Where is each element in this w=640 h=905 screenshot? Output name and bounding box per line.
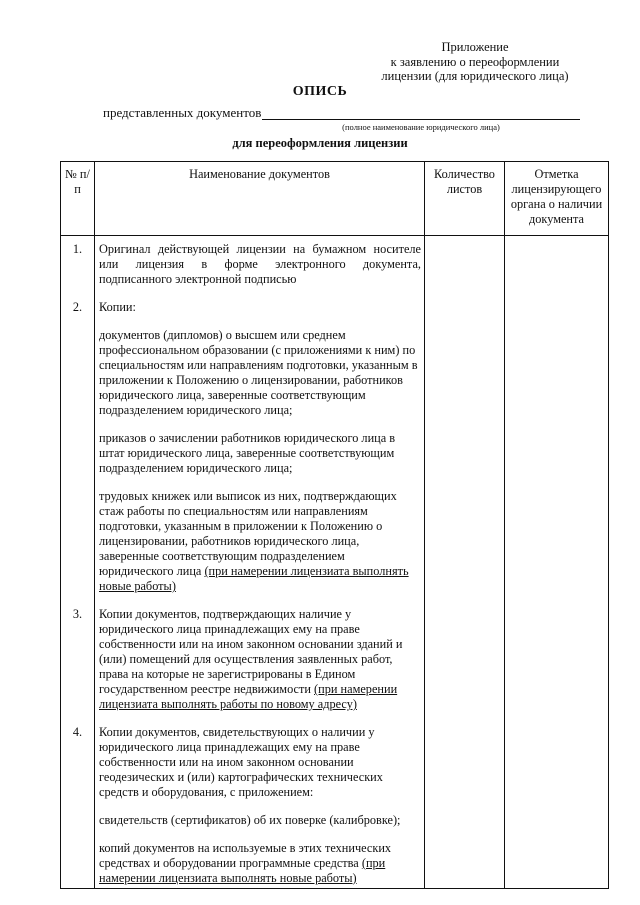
row-item: Копии документов, свидетельствующих о наличии у юридического лица принадлежащих ему на праве собственности или на ином законном основании геодезических и (или) картографических технических средств и оборудования, с приложением: (99, 725, 383, 799)
row-description (95, 236, 425, 301)
document-title: ОПИСЬ (292, 84, 348, 99)
row-number: 2. (61, 300, 95, 607)
appendix-line-2: к заявлению о переоформлении (390, 54, 560, 69)
row-mark-cell (505, 725, 609, 889)
table-row (61, 725, 609, 889)
table-header-row (61, 162, 609, 236)
header-name: Наименование документов (95, 162, 425, 236)
row-item-text: копий документов на используемые в этих технических средствах и оборудовании программные средства (99, 841, 392, 870)
document-subtitle: для переоформления лицензии (232, 136, 408, 150)
row-item (99, 841, 421, 886)
company-name-line (262, 119, 580, 120)
header-sheets: Количество листов (425, 162, 505, 236)
row-number: 4. (61, 725, 95, 889)
row-mark-cell (505, 607, 609, 725)
appendix-note (355, 40, 595, 84)
row-number: 1. (61, 236, 95, 301)
header-num: № п/п (61, 162, 95, 236)
table-row (61, 607, 609, 725)
row-sheets-cell (425, 725, 505, 889)
row-item-text: трудовых книжек или выписок из них, подтверждающих стаж работы по специальностям или направлениям подготовки, указанным в приложении к Положению о лицензировании, работников юридического лица, заверенные соответствующим подразделением юридического лица (99, 489, 397, 578)
row-sheets-cell (425, 300, 505, 607)
documents-table (60, 161, 609, 889)
row-item-condition: (при намерении лицензиата выполнять новые работы) (99, 564, 409, 593)
row-item: приказов о зачислении работников юридического лица в штат юридического лица, заверенные соответствующим подразделением юридического лица; (99, 431, 396, 475)
table-row (61, 236, 609, 301)
row-item: свидетельств (сертификатов) об их поверке (калибровке); (99, 813, 401, 827)
row-item (99, 607, 421, 712)
row-description (95, 725, 425, 889)
row-description (95, 607, 425, 725)
table-row (61, 300, 609, 607)
row-number: 3. (61, 607, 95, 725)
row-sheets-cell (425, 236, 505, 301)
company-name-caption: (полное наименование юридического лица) (342, 122, 500, 132)
row-sheets-cell (425, 607, 505, 725)
presented-label: представленных документов (103, 105, 262, 120)
row-item (99, 489, 421, 594)
row-item: документов (дипломов) о высшем или среднем профессиональном образовании (с приложениями к ним) по специальностям или направлениям подготовки, указанным в приложении к Положению о лицензировании, работников юридического лица, заверенные соответствующим подразделением юридического лица; (99, 328, 418, 417)
row-mark-cell (505, 300, 609, 607)
row-description (95, 300, 425, 607)
row-item: Копии: (99, 300, 136, 314)
row-mark-cell (505, 236, 609, 301)
header-mark: Отметка лицензирующего органа о наличии документа (505, 162, 609, 236)
row-item: Оригинал действующей лицензии на бумажном носителе или лицензия в форме электронного документа, подписанного электронной подписью (99, 242, 421, 286)
appendix-line-3: лицензии (для юридического лица) (381, 69, 569, 83)
row-item-text: Копии документов, подтверждающих наличие у юридического лица принадлежащих ему на праве собственности или на ином законном основании зданий и (или) помещений для осуществления заявленных работ, права на которые не зарегистрированы в Едином государственном реестре недвижимости (99, 607, 403, 696)
row-item-condition: (при намерении лицензиата выполнять работы по новому адресу) (99, 682, 398, 711)
appendix-line-1: Приложение (441, 40, 509, 54)
row-item-condition: (при намерении лицензиата выполнять новые работы) (99, 856, 386, 885)
